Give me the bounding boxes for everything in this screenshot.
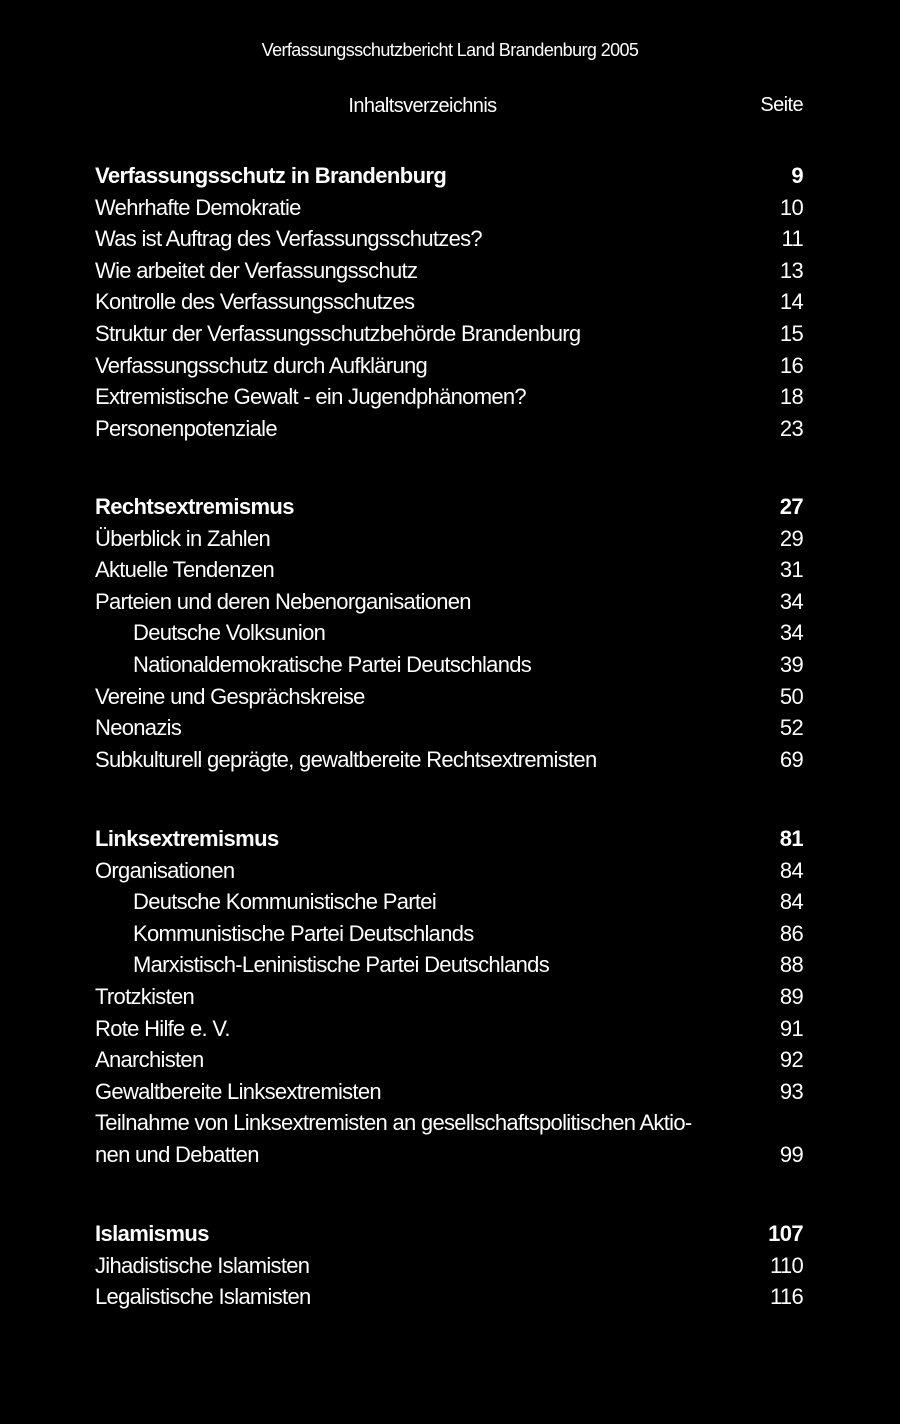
toc-entry-title: Kommunistische Partei Deutschlands	[133, 920, 474, 946]
toc-entry-title: Deutsche Kommunistische Partei	[133, 889, 437, 915]
toc-entry-page: 93	[779, 1078, 803, 1104]
toc-entry-title: Legalistische Islamisten	[95, 1284, 311, 1310]
toc-entry-page: 18	[779, 384, 803, 410]
toc-entry-title: Anarchisten	[95, 1047, 204, 1073]
toc-entry	[95, 586, 803, 618]
toc-entry-title: Jihadistische Islamisten	[95, 1252, 310, 1278]
toc-entry-page: 84	[779, 857, 803, 883]
toc-entry-page: 39	[779, 651, 803, 677]
toc-section-heading	[95, 1218, 803, 1250]
toc-entry-page: 110	[770, 1252, 803, 1278]
toc-entry	[95, 1107, 803, 1170]
toc-entry-title: Was ist Auftrag des Verfassungsschutzes?	[95, 226, 482, 252]
toc-entry-page: 99	[779, 1141, 803, 1167]
toc-entry-title: Aktuelle Tendenzen	[95, 557, 275, 583]
toc-entry-page: 81	[779, 826, 803, 851]
toc-entry-page: 91	[779, 1015, 803, 1041]
toc-entry-title: Kontrolle des Verfassungsschutzes	[95, 289, 415, 315]
toc-entry	[95, 681, 803, 713]
toc-entry-title: Linksextremismus	[95, 826, 279, 851]
toc-entry-title: Verfassungsschutz in Brandenburg	[95, 163, 447, 188]
toc-entry-page: 13	[779, 257, 803, 283]
toc-entry-page: 50	[779, 683, 803, 709]
toc-entry-page: 27	[779, 494, 803, 519]
toc-entry	[95, 523, 803, 555]
toc-section-heading	[95, 160, 803, 192]
toc-entry-title: Marxistisch-Leninistische Partei Deutschlands	[133, 952, 550, 978]
toc-entry	[95, 1044, 803, 1076]
toc-entry-title: Gewaltbereite Linksextremisten	[95, 1078, 381, 1104]
toc-entry	[95, 192, 803, 224]
toc-entry-title: Parteien und deren Nebenorganisationen	[95, 588, 471, 614]
toc-entry-title: Überblick in Zahlen	[95, 525, 271, 551]
toc-entry-page: 23	[779, 415, 803, 441]
toc-entry-title: Neonazis	[95, 715, 182, 741]
toc-entry	[95, 318, 803, 350]
toc-entry-title: Islamismus	[95, 1221, 209, 1246]
toc-entry-title: Deutsche Volksunion	[133, 620, 326, 646]
toc-entry	[95, 949, 803, 981]
toc-entry	[95, 223, 803, 255]
toc-entry-title: Personenpotenziale	[95, 415, 277, 441]
toc-section	[95, 823, 803, 1171]
toc-entry-page: 92	[779, 1047, 803, 1073]
toc-entry-title: Vereine und Gesprächskreise	[95, 683, 365, 709]
toc-entry-page: 69	[779, 746, 803, 772]
toc-entry	[95, 255, 803, 287]
toc-entry	[95, 886, 803, 918]
toc-entry-title: Subkulturell geprägte, gewaltbereite Rechtsextremisten	[95, 746, 597, 772]
toc-section-heading	[95, 491, 803, 523]
toc-entry-page: 34	[779, 620, 803, 646]
toc-entry	[95, 554, 803, 586]
toc-entry	[95, 1250, 803, 1282]
toc-entry-title: Trotzkisten	[95, 983, 195, 1009]
toc-entry-title: Teilnahme von Linksextremisten an gesellschaftspolitischen Aktio- nen und Debatten	[95, 1110, 692, 1167]
toc-entry	[95, 918, 803, 950]
toc-entry-page: 31	[779, 557, 803, 583]
toc-entry-page: 52	[779, 715, 803, 741]
toc-entry-title: Verfassungsschutz durch Aufklärung	[95, 352, 428, 378]
toc-entry-page: 84	[779, 889, 803, 915]
toc-entry	[95, 617, 803, 649]
toc-entry-page: 86	[779, 920, 803, 946]
toc-entry	[95, 381, 803, 413]
toc-entry-title: Rechtsextremismus	[95, 494, 294, 519]
page-column-label: Seite	[760, 94, 803, 116]
toc-entry	[95, 649, 803, 681]
toc-entry	[95, 1076, 803, 1108]
toc-entry	[95, 1281, 803, 1313]
toc-entry	[95, 286, 803, 318]
toc-entry	[95, 744, 803, 776]
toc-entry	[95, 981, 803, 1013]
toc-entry-page: 89	[779, 983, 803, 1009]
toc-entry-page: 11	[781, 226, 803, 252]
toc-entry-page: 9	[791, 163, 803, 188]
toc-entry	[95, 413, 803, 445]
running-header: Verfassungsschutzbericht Land Brandenburg 2005	[261, 40, 639, 60]
toc-entry-page: 15	[779, 320, 803, 346]
toc-entry-page: 34	[779, 588, 803, 614]
toc-section	[95, 491, 803, 775]
toc-entry-page: 107	[768, 1221, 803, 1246]
toc-entry-page: 10	[779, 194, 803, 220]
toc-section	[95, 160, 803, 444]
toc-entry-page: 29	[779, 525, 803, 551]
toc-entry-page: 116	[770, 1284, 803, 1310]
toc-entry-title: Extremistische Gewalt - ein Jugendphänomen?	[95, 384, 526, 410]
toc-entry	[95, 350, 803, 382]
toc-entry-page: 88	[779, 952, 803, 978]
toc-entry-title: Organisationen	[95, 857, 235, 883]
toc-entry	[95, 855, 803, 887]
toc-section	[95, 1218, 803, 1313]
toc-entry-page: 14	[779, 289, 803, 315]
toc-entry	[95, 712, 803, 744]
toc-entry-title: Wehrhafte Demokratie	[95, 194, 301, 220]
toc-entry-title: Struktur der Verfassungsschutzbehörde Brandenburg	[95, 320, 581, 346]
toc-title: Inhaltsverzeichnis	[348, 95, 497, 117]
toc-entry	[95, 1013, 803, 1045]
toc-entry-page: 16	[779, 352, 803, 378]
toc-section-heading	[95, 823, 803, 855]
toc-entry-title: Nationaldemokratische Partei Deutschlands	[133, 651, 532, 677]
toc-entry-title: Wie arbeitet der Verfassungsschutz	[95, 257, 418, 283]
toc-entry-title: Rote Hilfe e. V.	[95, 1015, 230, 1041]
